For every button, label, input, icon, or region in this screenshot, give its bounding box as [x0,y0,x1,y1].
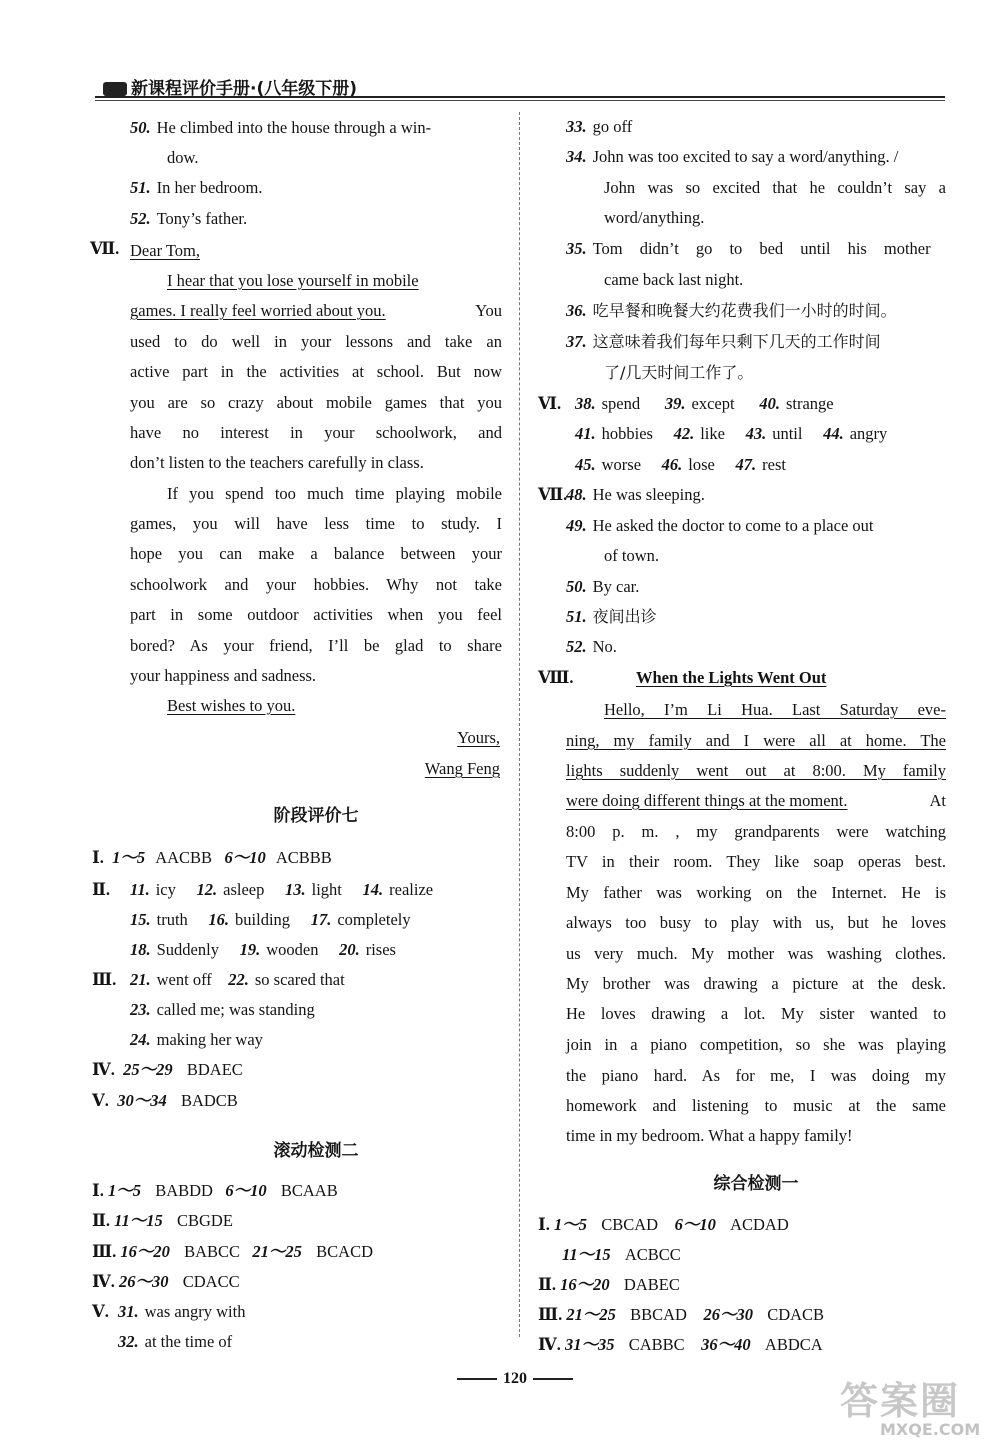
answer-number: 43. [745,424,767,443]
letter-underlined: games. I really feel worried about you. [130,301,386,320]
answer-number: 47. [735,455,757,474]
answer-text: No. [592,637,617,656]
answer-text: making her way [156,1030,263,1049]
answer-text: dow. [167,148,199,167]
answer-text: go off [592,117,633,136]
answer-row [566,299,897,323]
answer-text: except [691,394,735,413]
section-numeral: Ⅰ. [538,1215,550,1234]
answer-text: John was so excited that he couldn’t say a [604,178,946,197]
answer-number: 45. [575,455,596,474]
answer-number: 52 [130,209,147,228]
answer-number: 21～25 [252,1242,302,1261]
letter-line: I hear that you lose yourself in mobile [167,271,419,290]
answer-row [566,483,705,507]
answer-row [130,1028,263,1052]
answer-text: worse [601,455,642,474]
answer-number: 19. [239,940,261,959]
answer-number: 25～29 [123,1060,173,1079]
answer-text: ABDCA [764,1335,823,1354]
answer-text: He asked the doctor to come to a place out [592,516,874,535]
answer-text: word/anything. [604,208,705,227]
letter-line: schoolwork and your hobbies. Why not take [130,575,502,594]
header-rule-thin [95,100,945,101]
answer-text: 夜间出诊 [592,607,657,626]
answer-number: 36. [566,301,587,320]
answer-text: CBCAD [601,1215,659,1234]
answer-number: 20. [339,940,360,959]
answer-row [566,330,881,354]
section-numeral: Ⅲ. [92,1242,117,1261]
answer-text: spend [601,394,641,413]
answer-number: 33. [566,117,587,136]
answer-number: 50. [566,577,587,596]
answer-text: building [235,910,291,929]
essay-line [566,789,946,813]
answer-row [566,115,632,139]
section-numeral: Ⅷ. [538,668,574,687]
essay-underlined: were doing different things at the moment. [566,791,848,810]
letter-line: active part in the activities at school. But now [130,362,502,381]
section-numeral: Ⅱ. [538,1275,557,1294]
answer-text: Suddenly [156,940,219,959]
answer-row [575,392,834,416]
answer-number: 16. [208,910,230,929]
answer-number: 12. [196,880,218,899]
answer-text: called me; was standing [156,1000,315,1019]
answer-row [575,453,786,477]
answer-number: 14. [362,880,384,899]
header-rule [95,96,945,98]
footer-ornament [457,1378,497,1380]
letter-line: If you spend too much time playing mobile [167,484,502,503]
letter-line: you are so crazy about mobile games that you [130,393,502,412]
answer-number: 40. [759,394,780,413]
section-title: 阶段评价七 [273,806,359,826]
answer-text: so scared that [254,970,345,989]
answer-number: 13. [285,880,306,899]
answer-text: BCACD [316,1242,374,1261]
answer-number: 51. [566,607,587,626]
answer-row [92,1270,240,1294]
answer-text: AACBB [155,848,213,867]
page-header [95,72,945,98]
answer-text: realize [389,880,434,899]
answer-50: 50. He climbed into the house through a win- [130,118,432,137]
answer-number: 31. [118,1302,139,1321]
answer-number: 49. [566,516,587,535]
answer-number: 32. [118,1332,139,1351]
letter-salutation: Dear Tom, [130,241,201,260]
page-number: 120 [503,1370,527,1387]
answer-number: 11～15 [562,1245,611,1264]
answer-row [118,1330,232,1354]
answer-number: 30～34 [117,1091,167,1110]
answer-row [92,1179,338,1203]
answer-row [566,605,657,629]
essay-line: My father was working on the Internet. He is [566,883,946,902]
answer-number: 36～40 [701,1335,751,1354]
answer-text: truth [156,910,188,929]
answer-text: CBGDE [177,1211,233,1230]
answer-number: 26～30 [703,1305,753,1324]
letter-line: games, you will have less time to study. I [130,514,502,533]
answer-number: 11～15 [114,1211,163,1230]
answer-row [538,1213,789,1237]
answer-text: BCAAB [280,1181,338,1200]
watermark-site: MXQE.COM [880,1420,981,1439]
answer-number: 6～10 [224,848,266,867]
answer-number: 11. [130,880,150,899]
answer-text: icy [155,880,176,899]
answer-row [130,878,433,902]
answer-number: 41. [575,424,596,443]
essay-line: My brother was drawing a picture at the desk. [566,974,946,993]
answer-text: CDACC [182,1272,240,1291]
essay-line: lights suddenly went out at 8:00. My family [566,761,946,780]
answer-number: 6～10 [674,1215,716,1234]
answer-row [130,968,345,992]
answer-row [566,237,946,261]
answer-text: rest [762,455,786,474]
letter-line [130,299,502,323]
letter-line: have no interest in your schoolwork, and [130,423,502,442]
answer-text: completely [337,910,411,929]
answer-text: 这意味着我们每年只剩下几天的工作时间 [592,332,881,351]
answer-row [562,1243,681,1267]
answer-text: asleep [223,880,265,899]
section-numeral: Ⅱ. [92,1211,111,1230]
answer-text: ACDAD [730,1215,789,1234]
essay-line: 8:00 p. m. , my grandparents were watching [566,822,946,841]
letter-line: don’t listen to the teachers carefully in class. [130,453,424,472]
answer-number: 50 [130,118,147,137]
section-numeral: Ⅶ. [538,485,568,504]
page-footer [440,1370,590,1388]
answer-text: was angry with [144,1302,246,1321]
answer-row [566,575,639,599]
letter-closing: Best wishes to you. [167,696,296,715]
answer-row [566,635,617,659]
answer-text: He was sleeping. [592,485,705,504]
section-numeral: Ⅵ. [538,394,562,413]
answer-row [538,1303,824,1327]
answer-text: at the time of [144,1332,233,1351]
answer-row [92,1209,233,1233]
answer-text: lose [688,455,715,474]
answer-number: 16～20 [560,1275,610,1294]
answer-number: 15. [130,910,151,929]
answer-row [92,1240,373,1264]
answer-text: John was too excited to say a word/anything. / [592,147,899,166]
answer-number: 17. [310,910,332,929]
section-numeral: Ⅱ. [92,880,111,899]
answer-text: 吃早餐和晚餐大约花费我们一小时的时间。 [592,301,897,320]
section-numeral: Ⅶ. [90,239,120,258]
answer-row [566,145,898,169]
answer-row [538,1333,823,1357]
answer-row [130,998,315,1022]
answer-number: 34. [566,147,587,166]
answer-row [566,514,873,538]
essay-line: the piano hard. As for me, I was doing my [566,1066,946,1085]
answer-number: 31～35 [564,1335,615,1354]
answer-text: wooden [266,940,319,959]
answer-number: 1～5 [553,1215,587,1234]
answer-number: 42. [673,424,695,443]
answer-text: DABEC [623,1275,680,1294]
answer-row [118,1300,245,1324]
answer-text: ACBBB [275,848,332,867]
answer-number: 1～5 [107,1181,141,1200]
answer-52: 52. Tony’s father. [130,209,248,228]
essay-line: join in a piano competition, so she was playing [566,1035,946,1054]
answer-text: strange [785,394,834,413]
answer-text: of town. [604,546,659,565]
essay-line: homework and listening to music at the same [566,1096,946,1115]
section-numeral: Ⅰ. [92,1181,104,1200]
essay-line: TV in their room. They like soap operas best. [566,852,946,871]
answer-number: 6～10 [225,1181,267,1200]
answer-text: BDAEC [186,1060,243,1079]
answer-number: 1～5 [112,848,146,867]
answer-row-a1 [92,846,332,870]
answer-number: 24. [130,1030,151,1049]
letter-yours: Yours, [457,728,500,747]
essay-line: He loves drawing a lot. My sister wanted to [566,1004,946,1023]
column-divider [519,112,520,1337]
answer-text: BABDD [155,1181,213,1200]
answer-number: 37. [566,332,587,351]
essay-line: us very much. My mother was washing clothes. [566,944,946,963]
footer-ornament [533,1378,573,1380]
answer-row [538,1273,680,1297]
answer-51: 51. In her bedroom. [130,178,263,197]
letter-word: You [475,301,502,320]
book-title-text: 新课程评价手册·(八年级下册) [131,79,357,99]
answer-number: 16～20 [120,1242,170,1261]
essay-line: always too busy to play with us, but he loves [566,913,946,932]
letter-signature: Wang Feng [424,759,500,778]
answer-text: came back last night. [604,270,744,289]
section-numeral: Ⅳ. [92,1060,115,1079]
section-numeral: Ⅳ. [538,1335,561,1354]
answer-number: 22. [228,970,249,989]
answer-number: 39. [664,394,686,413]
letter-line: part in some outdoor activities when you feel [130,605,502,624]
logo-icon [103,82,127,96]
answer-row [575,422,887,446]
section-numeral: Ⅳ. [92,1272,115,1291]
answer-row [92,1058,243,1082]
answer-number: 38. [575,394,596,413]
section-numeral: Ⅰ. [92,848,104,867]
answer-text: CABBC [628,1335,685,1354]
answer-text: went off [156,970,212,989]
answer-number: 46. [661,455,683,474]
section-title: 滚动检测二 [273,1141,359,1161]
watermark-logo: 答案圈 [840,1379,961,1423]
answer-row [92,1089,238,1113]
answer-text: like [700,424,725,443]
essay-line: Hello, I’m Li Hua. Last Saturday eve- [604,700,946,719]
answer-text: until [772,424,803,443]
answer-row [130,938,396,962]
answer-text: He climbed into the house through a win- [156,118,432,137]
section-numeral: Ⅲ. [538,1305,563,1324]
essay-line: ning, my family and I were all at home. The [566,731,946,750]
answer-text: hobbies [601,424,653,443]
watermark [840,1370,990,1440]
answer-text: ACBCC [624,1245,681,1264]
answer-number: 35. [566,239,587,258]
essay-word: At [929,791,946,810]
answer-text: angry [849,424,888,443]
answer-number: 26～30 [118,1272,169,1291]
answer-text: light [311,880,342,899]
letter-line: used to do well in your lessons and take an [130,332,502,351]
answer-row [130,908,411,932]
answer-number: 18. [130,940,151,959]
answer-number: 51 [130,178,147,197]
section-numeral: Ⅲ. [92,970,117,989]
section-title: 综合检测一 [713,1174,799,1194]
answer-text: BBCAD [630,1305,687,1324]
section-numeral: Ⅴ. [92,1302,109,1321]
answer-text: BADCB [180,1091,238,1110]
answer-number: 48. [566,485,587,504]
answer-number: 21～25 [566,1305,616,1324]
letter-line: bored? As your friend, I’ll be glad to share [130,636,502,655]
letter-line: your happiness and sadness. [130,666,317,685]
essay-title: When the Lights Went Out [636,668,827,687]
answer-text: 了/几天时间工作了。 [604,363,754,382]
essay-line: time in my bedroom. What a happy family! [566,1126,853,1145]
answer-number: 21. [130,970,151,989]
answer-text: Tony’s father. [156,209,248,228]
answer-text: BABCC [184,1242,241,1261]
answer-number: 44. [823,424,844,443]
answer-text: By car. [592,577,640,596]
section-numeral: Ⅴ. [92,1091,109,1110]
letter-line: hope you can make a balance between your [130,544,502,563]
answer-number: 23. [130,1000,151,1019]
answer-text: In her bedroom. [156,178,263,197]
answer-number: 52. [566,637,587,656]
answer-text: CDACB [767,1305,825,1324]
answer-text: rises [365,940,396,959]
answer-text: Tom didn’t go to bed until his mother [592,239,931,258]
